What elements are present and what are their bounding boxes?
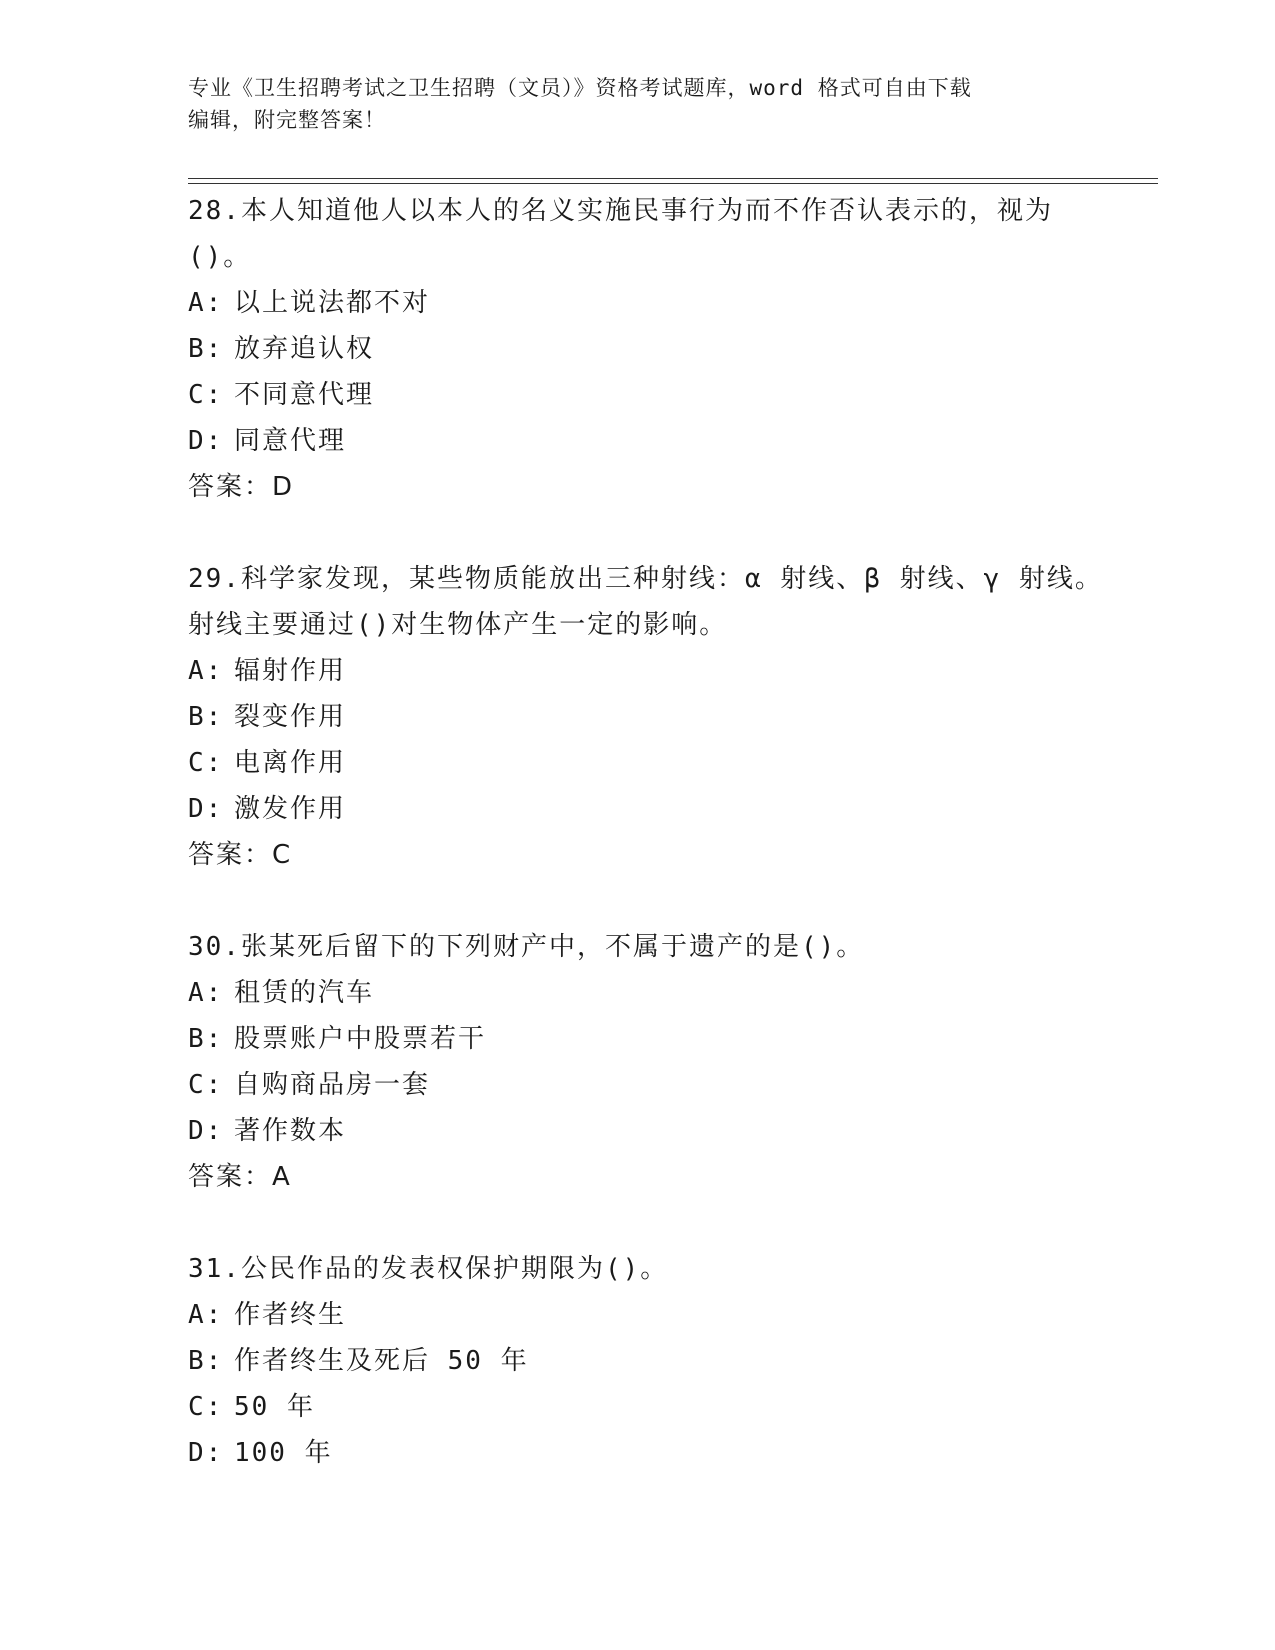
question-30 xyxy=(188,924,1108,1200)
option-a xyxy=(188,970,1108,1016)
question-29 xyxy=(188,556,1108,878)
option-b xyxy=(188,694,1108,740)
option-letter: B: xyxy=(188,1346,224,1376)
question-text: 张某死后留下的下列财产中，不属于遗产的是()。 xyxy=(240,932,865,962)
document-header xyxy=(188,72,1088,136)
option-d xyxy=(188,1108,1108,1154)
option-text: 同意代理 xyxy=(234,426,347,456)
option-letter: C: xyxy=(188,380,224,410)
option-d xyxy=(188,418,1108,464)
question-stem xyxy=(188,188,1108,280)
question-number: 28. xyxy=(188,196,241,226)
question-text: 本人知道他人以本人的名义实施民事行为而不作否认表示的，视为()。 xyxy=(188,196,1053,272)
question-stem xyxy=(188,1246,1108,1292)
option-letter: C: xyxy=(188,1070,224,1100)
option-text: 50 年 xyxy=(234,1392,315,1422)
option-letter: C: xyxy=(188,1392,224,1422)
option-letter: D: xyxy=(188,1116,224,1146)
answer-line: 答案：A xyxy=(188,1162,292,1192)
option-letter: B: xyxy=(188,334,224,364)
question-stem xyxy=(188,556,1108,648)
option-text: 股票账户中股票若干 xyxy=(234,1024,487,1054)
option-b xyxy=(188,1338,1108,1384)
option-c xyxy=(188,1062,1108,1108)
option-letter: C: xyxy=(188,748,224,778)
header-line-1: 专业《卫生招聘考试之卫生招聘（文员）》资格考试题库，word 格式可自由下载 xyxy=(188,76,972,100)
option-letter: B: xyxy=(188,1024,224,1054)
option-letter: A: xyxy=(188,1300,224,1330)
option-c xyxy=(188,1384,1108,1430)
option-text: 辐射作用 xyxy=(234,656,347,686)
question-stem xyxy=(188,924,1108,970)
question-31 xyxy=(188,1246,1108,1476)
option-d xyxy=(188,1430,1108,1476)
option-letter: D: xyxy=(188,1438,224,1468)
option-text: 激发作用 xyxy=(234,794,347,824)
option-text: 作者终生及死后 50 年 xyxy=(234,1346,529,1376)
option-a xyxy=(188,280,1108,326)
answer-line: 答案：D xyxy=(188,472,295,502)
option-text: 不同意代理 xyxy=(234,380,375,410)
question-number: 30. xyxy=(188,932,241,962)
option-text: 以上说法都不对 xyxy=(234,288,431,318)
option-letter: B: xyxy=(188,702,224,732)
option-text: 自购商品房一套 xyxy=(234,1070,431,1100)
question-28 xyxy=(188,188,1108,510)
question-list xyxy=(188,188,1108,1522)
option-c xyxy=(188,740,1108,786)
option-text: 作者终生 xyxy=(234,1300,347,1330)
option-letter: D: xyxy=(188,426,224,456)
option-text: 租赁的汽车 xyxy=(234,978,375,1008)
question-text: 公民作品的发表权保护期限为()。 xyxy=(240,1254,669,1284)
option-text: 裂变作用 xyxy=(234,702,347,732)
header-divider xyxy=(188,178,1158,184)
option-b xyxy=(188,326,1108,372)
option-letter: A: xyxy=(188,656,224,686)
option-c xyxy=(188,372,1108,418)
option-letter: A: xyxy=(188,288,224,318)
option-text: 放弃追认权 xyxy=(234,334,375,364)
option-text: 100 年 xyxy=(234,1438,333,1468)
option-text: 著作数本 xyxy=(234,1116,347,1146)
header-line-2: 编辑，附完整答案！ xyxy=(188,108,386,132)
option-d xyxy=(188,786,1108,832)
option-letter: A: xyxy=(188,978,224,1008)
question-number: 29. xyxy=(188,564,241,594)
question-text: 科学家发现，某些物质能放出三种射线：α 射线、β 射线、γ 射线。射线主要通过()对生物体产生一定的影响。 xyxy=(188,564,1103,640)
option-b xyxy=(188,1016,1108,1062)
option-a xyxy=(188,1292,1108,1338)
option-letter: D: xyxy=(188,794,224,824)
option-text: 电离作用 xyxy=(234,748,347,778)
question-number: 31. xyxy=(188,1254,241,1284)
answer-line: 答案：C xyxy=(188,840,293,870)
option-a xyxy=(188,648,1108,694)
